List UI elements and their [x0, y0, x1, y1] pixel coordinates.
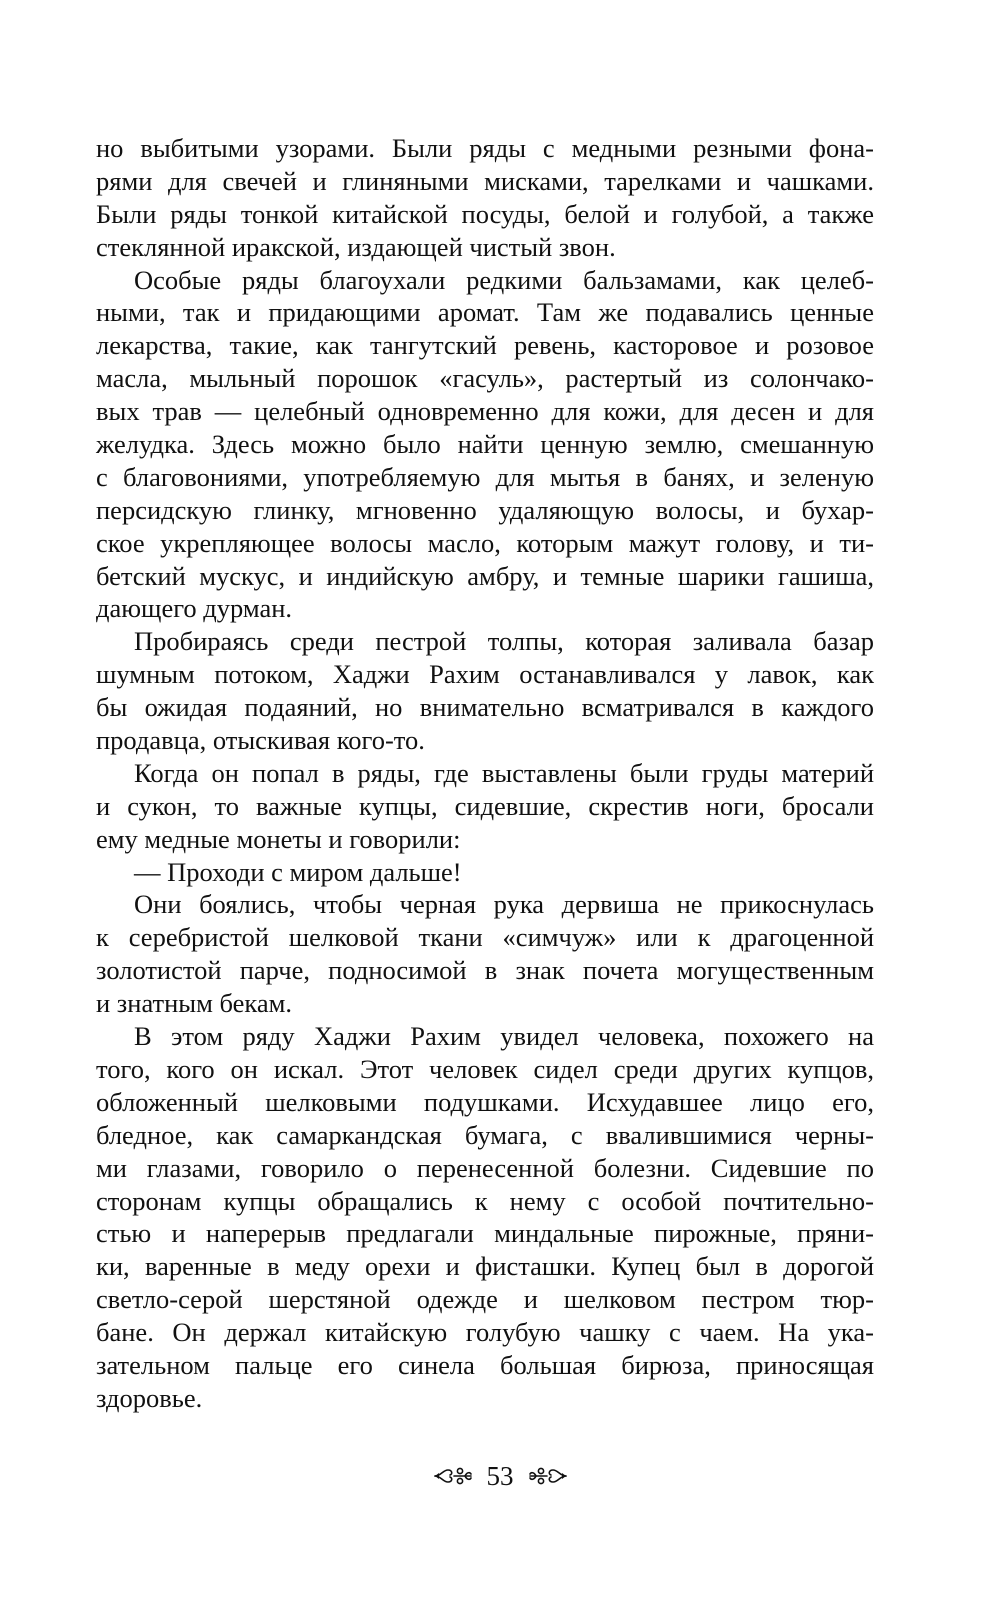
page-footer [0, 1456, 1000, 1496]
text-line: того, кого он искал. Этот человек сидел среди других купцов, [96, 1053, 874, 1084]
text-line: ными, так и придающими аромат. Там же подавались ценные [96, 297, 874, 328]
text-line: и сукон, то важные купцы, сидевшие, скрестив ноги, бросали [96, 790, 874, 821]
text-line: бетский мускус, и индийскую амбру, и темные шарики гашиша, [96, 560, 874, 591]
text-line: ми глазами, говорило о перенесенной болезни. Сидевшие по [96, 1152, 874, 1183]
text-line: бы ожидая подаяний, но внимательно всматривался в каждого [96, 692, 874, 723]
text-line: с благовониями, употребляемую для мытья в банях, и зеленую [96, 461, 874, 492]
text-line: стью и наперерыв предлагали миндальные пирожные, пряни- [96, 1218, 874, 1249]
text-line: Были ряды тонкой китайской посуды, белой и голубой, а также [96, 198, 874, 229]
text-line: — Проходи с миром дальше! [134, 856, 462, 887]
text-line: обложенный шелковыми подушками. Исхудавшее лицо его, [96, 1086, 874, 1117]
ornament-left-icon [433, 1462, 473, 1490]
text-line: и знатным бекам. [96, 988, 293, 1019]
text-line: стеклянной иракской, издающей чистый звон. [96, 231, 616, 262]
ornament-right-icon [528, 1462, 568, 1490]
text-line: ки, варенные в меду орехи и фисташки. Купец был в дорогой [96, 1251, 874, 1282]
text-line: к серебристой шелковой ткани «симчуж» или к драгоценной [96, 922, 874, 953]
text-line: Когда он попал в ряды, где выставлены были груды материй [134, 757, 874, 788]
text-line: бледное, как самаркандская бумага, с ввалившимися черны- [96, 1119, 874, 1150]
text-line: но выбитыми узорами. Были ряды с медными резными фона- [96, 133, 874, 163]
text-line: ему медные монеты и говорили: [96, 823, 461, 854]
text-line: вых трав — целебный одновременно для кожи, для десен и для [96, 396, 874, 427]
text-line: дающего дурман. [96, 593, 293, 624]
page-number: 53 [486, 1461, 514, 1491]
text-line: продавца, отыскивая кого-то. [96, 725, 425, 756]
text-line: ское укрепляющее волосы масло, которым мажут голову, и ти- [96, 527, 874, 558]
text-line: В этом ряду Хаджи Рахим увидел человека, похожего на [134, 1021, 874, 1052]
page-text [96, 132, 874, 1415]
text-line: персидскую глинку, мгновенно удаляющую волосы, и бухар- [96, 494, 874, 525]
text-line: светло-серой шерстяной одежде и шелковом пестром тюр- [96, 1284, 874, 1315]
text-line: Пробираясь среди пестрой толпы, которая заливала базар [134, 626, 874, 657]
text-line: бане. Он держал китайскую голубую чашку с чаем. На ука- [96, 1317, 874, 1348]
text-line: масла, мыльный порошок «гасуль», растертый из солончако- [96, 363, 874, 394]
text-line: Они боялись, чтобы черная рука дервиша не прикоснулась [134, 889, 874, 920]
text-line: лекарства, такие, как тангутский ревень, касторовое и розовое [96, 330, 874, 361]
text-line: золотистой парче, подносимой в знак почета могущественным [96, 955, 874, 986]
text-line: рями для свечей и глиняными мисками, тарелками и чашками. [96, 165, 874, 196]
text-line: зательном пальце его синела большая бирюза, приносящая [96, 1349, 874, 1380]
text-line: желудка. Здесь можно было найти ценную землю, смешанную [96, 429, 874, 460]
text-line: здоровье. [96, 1382, 203, 1413]
text-line: сторонам купцы обращались к нему с особой почтительно- [96, 1185, 874, 1216]
text-line: шумным потоком, Хаджи Рахим останавливался у лавок, как [96, 659, 874, 690]
text-line: Особые ряды благоухали редкими бальзамами, как целеб- [134, 264, 874, 295]
